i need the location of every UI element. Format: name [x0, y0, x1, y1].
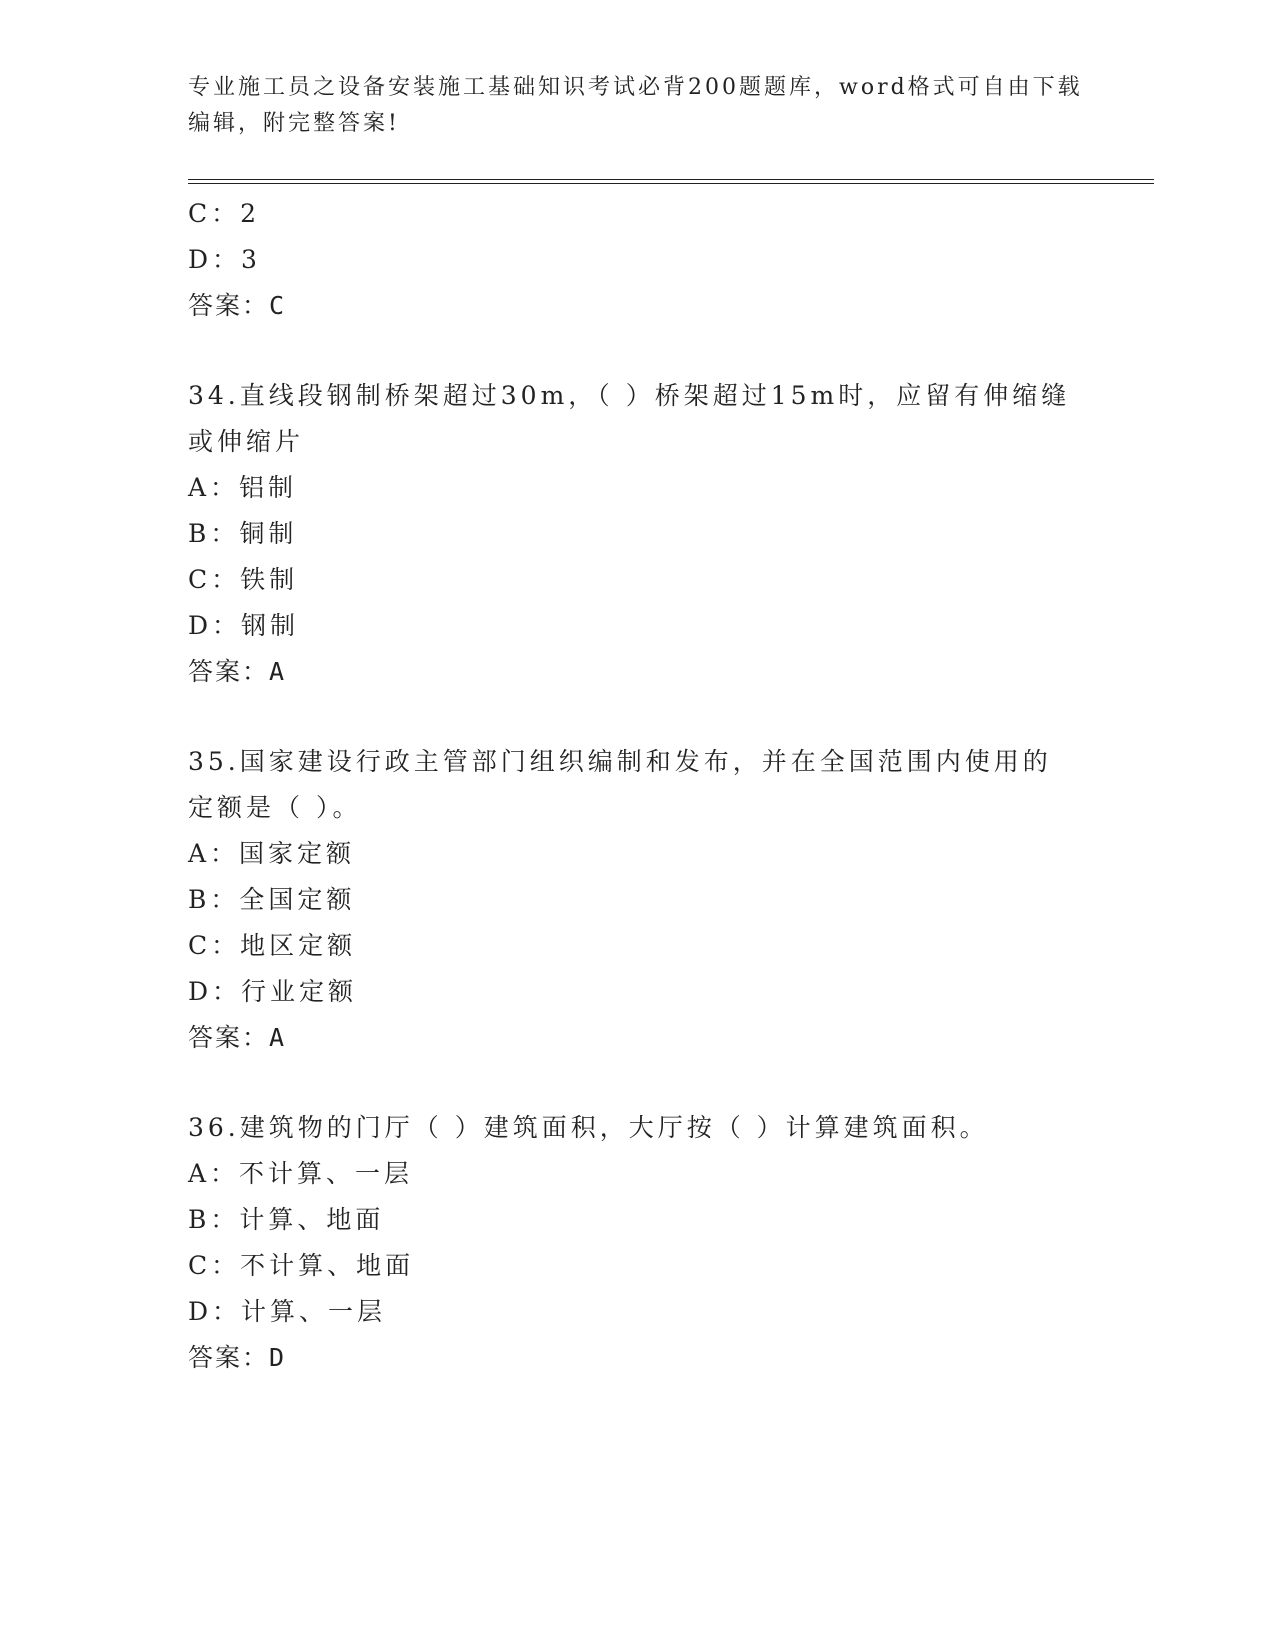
question-number: 35. [188, 747, 240, 776]
header-double-rule [188, 179, 1154, 184]
option-b: B：计算、地面 [188, 1205, 385, 1234]
question-34 [188, 373, 1088, 695]
option-d: D：行业定额 [188, 977, 358, 1006]
answer-label: 答案： [188, 291, 270, 320]
answer-label: 答案： [188, 1343, 270, 1372]
question-text [188, 1105, 1078, 1151]
document-header [188, 70, 1088, 142]
question-stem: 国家建设行政主管部门组织编制和发布，并在全国范围内使用的定额是（ ）。 [188, 747, 1052, 822]
question-number: 36. [188, 1113, 240, 1142]
option-c: C：铁制 [188, 565, 299, 594]
question-36 [188, 1105, 1088, 1381]
document-body [188, 191, 1088, 1381]
option-a: A：不计算、一层 [188, 1159, 414, 1188]
answer-line [188, 1015, 1088, 1061]
answer-label: 答案： [188, 1023, 270, 1052]
option-c: C：不计算、地面 [188, 1251, 415, 1280]
header-title-line-1: 专业施工员之设备安装施工基础知识考试必背200题题库，word格式可自由下载 [188, 75, 1083, 100]
question-35 [188, 739, 1088, 1061]
previous-question-tail [188, 191, 1088, 329]
answer-line [188, 1335, 1088, 1381]
option-c: C：地区定额 [188, 931, 357, 960]
option-c: C：2 [188, 199, 261, 228]
question-number: 34. [188, 381, 240, 410]
answer-label: 答案： [188, 657, 270, 686]
option-d: D：3 [188, 245, 261, 274]
option-d: D：计算、一层 [188, 1297, 387, 1326]
question-stem: 直线段钢制桥架超过30m，（ ）桥架超过15m时，应留有伸缩缝或伸缩片 [188, 381, 1071, 456]
option-b: B：全国定额 [188, 885, 356, 914]
question-text [188, 373, 1078, 465]
answer-value: D [269, 1343, 287, 1372]
answer-value: A [269, 657, 287, 686]
option-b: B：铜制 [188, 519, 298, 548]
question-stem: 建筑物的门厅（ ）建筑面积，大厅按（ ）计算建筑面积。 [239, 1113, 989, 1142]
answer-value: C [269, 291, 287, 320]
answer-value: A [269, 1023, 287, 1052]
answer-line [188, 283, 1088, 329]
answer-line [188, 649, 1088, 695]
header-title-line-2: 编辑，附完整答案! [188, 111, 400, 136]
option-d: D：钢制 [188, 611, 300, 640]
question-text [188, 739, 1078, 831]
option-a: A：铝制 [188, 473, 298, 502]
option-a: A：国家定额 [188, 839, 356, 868]
